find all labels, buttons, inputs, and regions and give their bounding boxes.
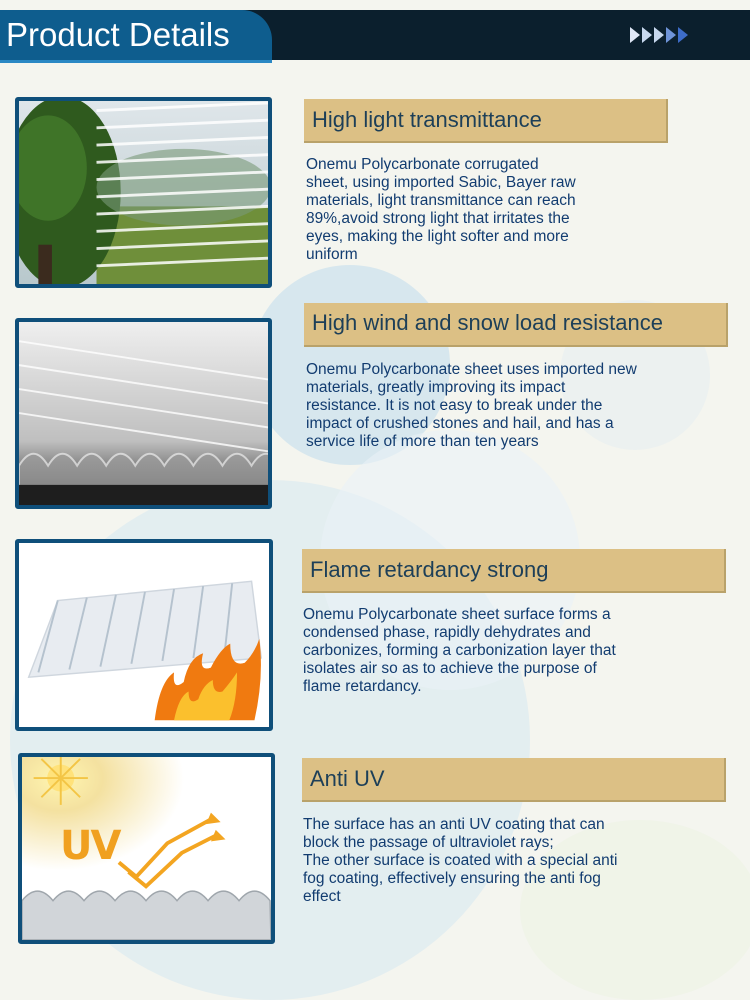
description-line: Onemu Polycarbonate sheet surface forms a — [303, 606, 611, 623]
feature-description-uv — [303, 816, 617, 906]
description-line: isolates air so as to achieve the purpose of — [303, 660, 597, 677]
description-line: materials, greatly improving its impact — [306, 379, 566, 396]
double-chevron-arrows-icon — [630, 27, 688, 45]
feature-title-light: High light transmittance — [304, 99, 668, 143]
feature-description-wind — [306, 361, 637, 451]
description-line: eyes, making the light softer and more — [306, 228, 569, 245]
description-line: service life of more than ten years — [306, 433, 539, 450]
page-title: Product Details — [6, 16, 230, 53]
description-line: carbonizes, forming a carbonization layer that — [303, 642, 616, 659]
feature-description-light — [306, 156, 576, 264]
description-line: Onemu Polycarbonate sheet uses imported new — [306, 361, 637, 378]
description-line: sheet, using imported Sabic, Bayer raw — [306, 174, 576, 191]
description-line: 89%,avoid strong light that irritates the — [306, 210, 570, 227]
greenhouse-photo — [15, 97, 272, 288]
feature-title-flame: Flame retardancy strong — [302, 549, 726, 593]
corrugated-sheet-photo — [15, 318, 272, 509]
uv-image-text: UV — [60, 823, 120, 869]
header-title-box — [0, 10, 272, 63]
description-line: condensed phase, rapidly dehydrates and — [303, 624, 591, 641]
description-line: uniform — [306, 246, 358, 263]
description-line: fog coating, effectively ensuring the anti fog — [303, 870, 601, 887]
feature-title-uv: Anti UV — [302, 758, 726, 802]
description-line: Onemu Polycarbonate corrugated — [306, 156, 539, 173]
page-header — [0, 10, 750, 60]
feature-title-wind: High wind and snow load resistance — [304, 303, 728, 347]
description-line: materials, light transmittance can reach — [306, 192, 576, 209]
description-line: resistance. It is not easy to break under the — [306, 397, 603, 414]
description-line: block the passage of ultraviolet rays; — [303, 834, 554, 851]
description-line: effect — [303, 888, 341, 905]
feature-description-flame — [303, 606, 616, 696]
description-line: impact of crushed stones and hail, and has a — [306, 415, 614, 432]
uv-sheet-photo — [18, 753, 275, 944]
description-line: The surface has an anti UV coating that can — [303, 816, 605, 833]
description-line: flame retardancy. — [303, 678, 422, 695]
flame-sheet-photo — [15, 539, 273, 731]
description-line: The other surface is coated with a special anti — [303, 852, 618, 869]
